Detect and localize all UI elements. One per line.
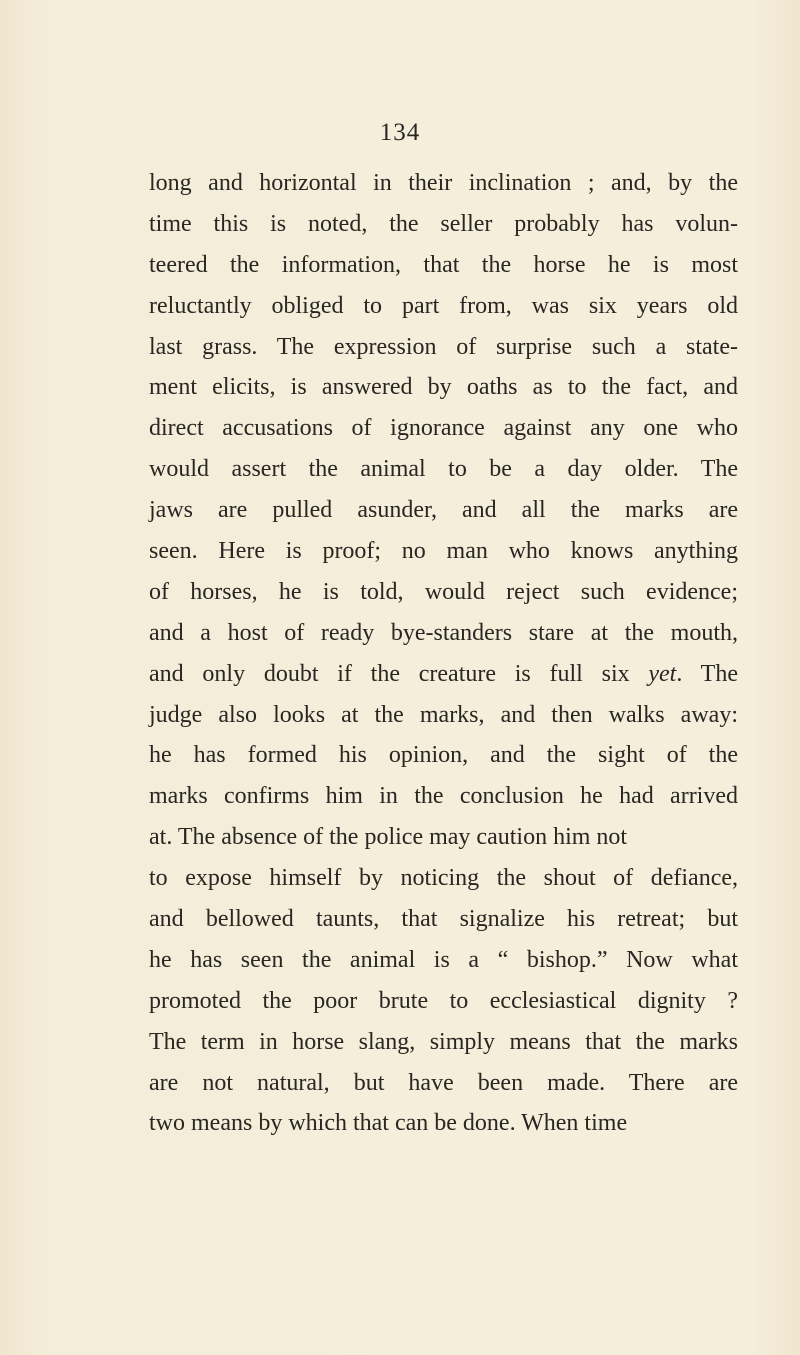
text-line: The term in horse slang, simply means that the marks — [149, 1028, 738, 1055]
text-line: would assert the animal to be a day older. The — [149, 456, 738, 483]
text-line: jaws are pulled asunder, and all the marks are — [149, 497, 738, 524]
text-line: time this is noted, the seller probably has volun- — [149, 210, 738, 237]
page-number: 134 — [379, 119, 421, 146]
emphasis-text: yet — [648, 660, 677, 687]
text-line: of horses, he is told, would reject such evidence; — [149, 578, 738, 605]
text-line: last grass. The expression of surprise such a state- — [149, 333, 738, 360]
text-line: and only doubt if the creature is full six yet. The — [149, 660, 738, 687]
text-line: teered the information, that the horse he is most — [149, 251, 738, 278]
text-line: seen. Here is proof; no man who knows anything — [149, 538, 738, 565]
text-line: two means by which that can be done. When time — [149, 1110, 628, 1137]
text-line: and a host of ready bye-standers stare at the mouth, — [149, 619, 738, 646]
body-text — [149, 163, 738, 1144]
text-line: he has formed his opinion, and the sight of the — [149, 742, 738, 769]
text-line: long and horizontal in their inclination ; and, by the — [149, 170, 738, 196]
text-line: at. The absence of the police may caution him not — [149, 824, 628, 851]
text-line: promoted the poor brute to ecclesiastical dignity ? — [149, 987, 738, 1014]
text-line: direct accusations of ignorance against any one who — [149, 415, 738, 442]
text-line: judge also looks at the marks, and then walks away: — [149, 701, 738, 728]
text-line: ment elicits, is answered by oaths as to the fact, and — [149, 374, 738, 401]
text-line: marks confirms him in the conclusion he had arrived — [149, 783, 738, 810]
text-line: to expose himself by noticing the shout of defiance, — [149, 865, 738, 892]
text-line: reluctantly obliged to part from, was six years old — [149, 292, 738, 319]
text-line: he has seen the animal is a “ bishop.” Now what — [149, 946, 738, 973]
text-line: are not natural, but have been made. There are — [149, 1069, 738, 1096]
text-line: and bellowed taunts, that signalize his retreat; but — [149, 906, 738, 933]
